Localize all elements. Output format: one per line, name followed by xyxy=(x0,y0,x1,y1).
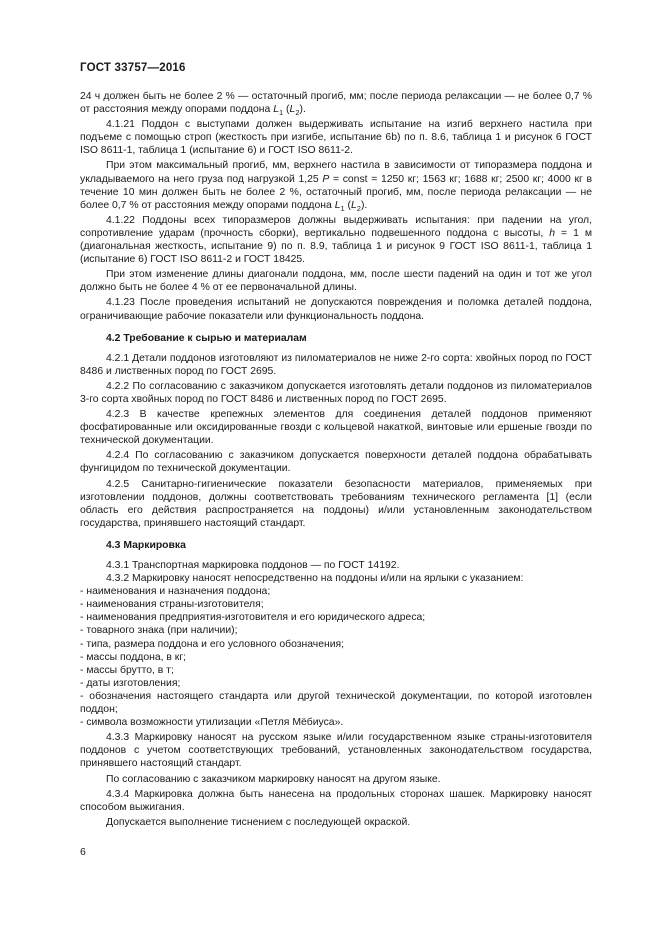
paragraph-4-2-4: 4.2.4 По согласованию с заказчиком допускается поверхности деталей поддона обрабатывать фунгицидом по технической документации. xyxy=(80,450,592,475)
symbol-L: L xyxy=(289,104,296,116)
list-item: - массы брутто, в т; xyxy=(80,664,174,676)
text-run: ( xyxy=(344,199,351,211)
subscript: 2 xyxy=(356,203,361,213)
marking-list xyxy=(80,585,592,729)
subscript: 1 xyxy=(340,203,345,213)
document-code-header: ГОСТ 33757—2016 xyxy=(80,62,186,74)
paragraph-4-3-2: 4.3.2 Маркировку наносят непосредственно на поддоны и/или на ярлыки с указанием: xyxy=(106,573,524,585)
symbol-L: L xyxy=(273,104,279,116)
list-item: - даты изготовления; xyxy=(80,677,181,689)
text-run: ). xyxy=(360,199,368,211)
paragraph-4-1-22 xyxy=(80,214,592,266)
paragraph-4-3-3: 4.3.3 Маркировку наносят на русском языке и/или государственном языке страны-изготовителя поддонов с учетом соответствующих требований, установленных законодательством государства, принявшего настоящий стандарт. xyxy=(80,732,592,770)
paragraph-diagonal-change: При этом изменение длины диагонали поддона, мм, после шести падений на один и тот же угол должно быть не более 4 % от ее первоначальной длины. xyxy=(80,269,592,294)
subscript: 2 xyxy=(295,108,300,118)
text-run: = const = 1250 кг; 1563 кг; 1688 кг; 2500 кг; 4000 кг в течение 10 мин должен быть не более 2 %, остаточный прогиб, мм, после периода релаксации — не более 0,7 % от расстояния между опорами поддона xyxy=(80,173,592,211)
paragraph-4-1-23: 4.1.23 После проведения испытаний не допускаются повреждения и поломка деталей поддона, ограничивающие рабочие показатели или функциональность поддона. xyxy=(80,297,592,322)
paragraph-4-3-4: 4.3.4 Маркировка должна быть нанесена на продольных сторонах шашек. Маркировку наносят способом выжигания. xyxy=(80,788,592,813)
text-run: 4.1.22 Поддоны всех типоразмеров должны выдерживать испытания: при падении на угол, сопротивление ударам (прочность сборки), вертикально подвешенного поддона с высоты, xyxy=(80,214,592,239)
list-item: - наименования страны-изготовителя; xyxy=(80,599,264,611)
symbol-h: h xyxy=(549,227,556,239)
section-heading-4-2: 4.2 Требование к сырью и материалам xyxy=(106,332,307,344)
list-item: - типа, размера поддона и его условного обозначения; xyxy=(80,638,345,650)
symbol-L: L xyxy=(334,199,341,211)
symbol-L: L xyxy=(351,199,357,211)
list-item: - товарного знака (при наличии); xyxy=(80,625,238,637)
list-item: - наименования предприятия-изготовителя и его юридического адреса; xyxy=(80,612,426,624)
paragraph-4-1-21: 4.1.21 Поддон с выступами должен выдерживать испытание на изгиб верхнего настила при подъеме с помощью строп (жесткость при изгибе, испытание 6b) по п. 8.6, таблица 1 и рисунок 6 ГОСТ ISO 8611-1, таблица 1 (испытание 6) и ГОСТ ISO 8611-2. xyxy=(80,119,592,157)
list-item: - символа возможности утилизации «Петля Мёбиуса». xyxy=(80,717,344,729)
paragraph-4-2-2: 4.2.2 По согласованию с заказчиком допускается изготовлять детали поддонов из пиломатериалов 3-го сорта хвойных пород по ГОСТ 8486 и лиственных пород по ГОСТ 2695. xyxy=(80,380,592,405)
paragraph-4-3-1: 4.3.1 Транспортная маркировка поддонов — по ГОСТ 14192. xyxy=(106,560,400,571)
text-run: ( xyxy=(283,104,290,116)
paragraph-continuation xyxy=(80,90,592,116)
page-number: 6 xyxy=(80,846,86,858)
paragraph-embossing: Допускается выполнение тиснением с последующей окраской. xyxy=(106,816,411,828)
paragraph-4-2-5: 4.2.5 Санитарно-гигиенические показатели безопасности материалов, применяемых при изготовлении поддонов, должны соответствовать требованиям технического регламента [1] (если область его действия распространяется на поддоны) и/или установленным законодательством государства, принявшего настоящий стандарт. xyxy=(80,478,592,529)
paragraph-4-2-3: 4.2.3 В качестве крепежных элементов для соединения деталей поддонов применяют фосфатированные или оксидированные гвозди с кольцевой накаткой, винтовые или ершеные гвозди по технической документации. xyxy=(80,409,592,447)
paragraph-4-2-1: 4.2.1 Детали поддонов изготовляют из пиломатериалов не ниже 2-го сорта: хвойных пород по ГОСТ 8486 и лиственных пород по ГОСТ 2695. xyxy=(80,352,592,377)
text-run: ). xyxy=(299,104,306,116)
paragraph-max-deflection xyxy=(80,159,592,211)
text-run: 24 ч должен быть не более 2 % — остаточный прогиб, мм; после периода релаксации — не более 0,7 % от расстояния между опорами поддона xyxy=(80,91,592,116)
text-run: При этом максимальный прогиб, мм, верхнего настила в зависимости от типоразмера поддона и укладываемого на него груза под нагрузкой 1,25 xyxy=(80,160,592,185)
section-heading-4-3: 4.3 Маркировка xyxy=(106,539,186,551)
list-item: - наименования и назначения поддона; xyxy=(80,586,271,598)
symbol-P: P xyxy=(322,173,330,185)
list-item: - массы поддона, в кг; xyxy=(80,651,187,663)
document-body xyxy=(80,90,592,829)
paragraph-other-language: По согласованию с заказчиком маркировку наносят на другом языке. xyxy=(106,773,441,785)
text-run: = 1 м (диагональная жесткость, испытание 9) по п. 8.9, таблица 1 и рисунок 9 ГОСТ ISO 8611-1, таблица 1 (испытание 6) ГОСТ ISO 8611-2 и ГОСТ 18425. xyxy=(80,227,593,266)
list-item: - обозначения настоящего стандарта или другой технической документации, по которой изготовлен поддон; xyxy=(80,690,592,716)
subscript: 1 xyxy=(279,108,284,118)
